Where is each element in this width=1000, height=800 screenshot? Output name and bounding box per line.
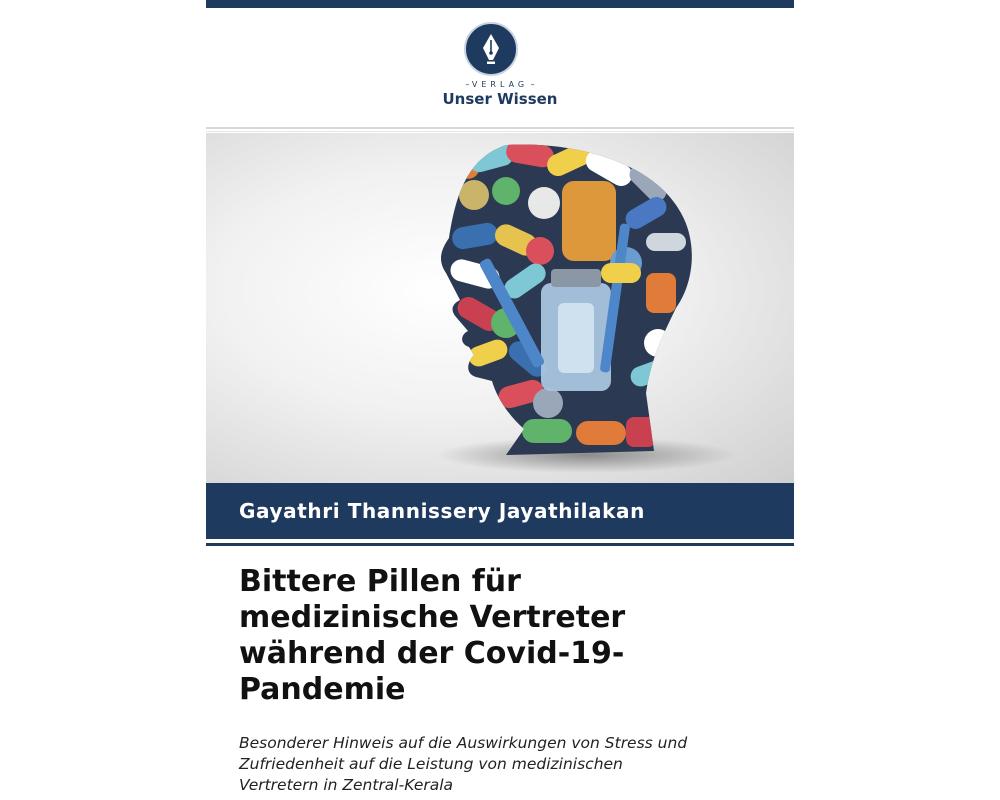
- publisher-imprint: – VERLAG –: [465, 80, 535, 89]
- title-divider: [206, 543, 794, 546]
- subtitle-line: Besonderer Hinweis auf die Auswirkungen von Stress und: [239, 734, 688, 752]
- publisher-name: Unser Wissen: [442, 90, 558, 108]
- head-of-pills-illustration: [206, 133, 794, 483]
- subtitle-line: Zufriedenheit auf die Leistung von medizinischen: [239, 755, 623, 773]
- title-line: während der Covid-19-: [239, 636, 625, 671]
- book-title: [239, 564, 779, 708]
- subtitle-line: Vertretern in Zentral-Kerala: [239, 776, 454, 794]
- top-accent-bar: [206, 0, 794, 8]
- cover-illustration: [206, 133, 794, 483]
- pen-nib-icon: [466, 24, 516, 74]
- author-name: Gayathri Thannissery Jayathilakan: [239, 499, 645, 523]
- title-line: Bittere Pillen für: [239, 564, 521, 599]
- imprint-text: VERLAG: [471, 80, 529, 89]
- title-line: Pandemie: [239, 672, 406, 707]
- book-subtitle: [239, 733, 784, 796]
- header-divider: [206, 127, 794, 129]
- publisher-logo: [464, 22, 518, 76]
- title-line: medizinische Vertreter: [239, 600, 626, 635]
- book-cover: [206, 0, 794, 800]
- header-divider-thin: [206, 131, 794, 132]
